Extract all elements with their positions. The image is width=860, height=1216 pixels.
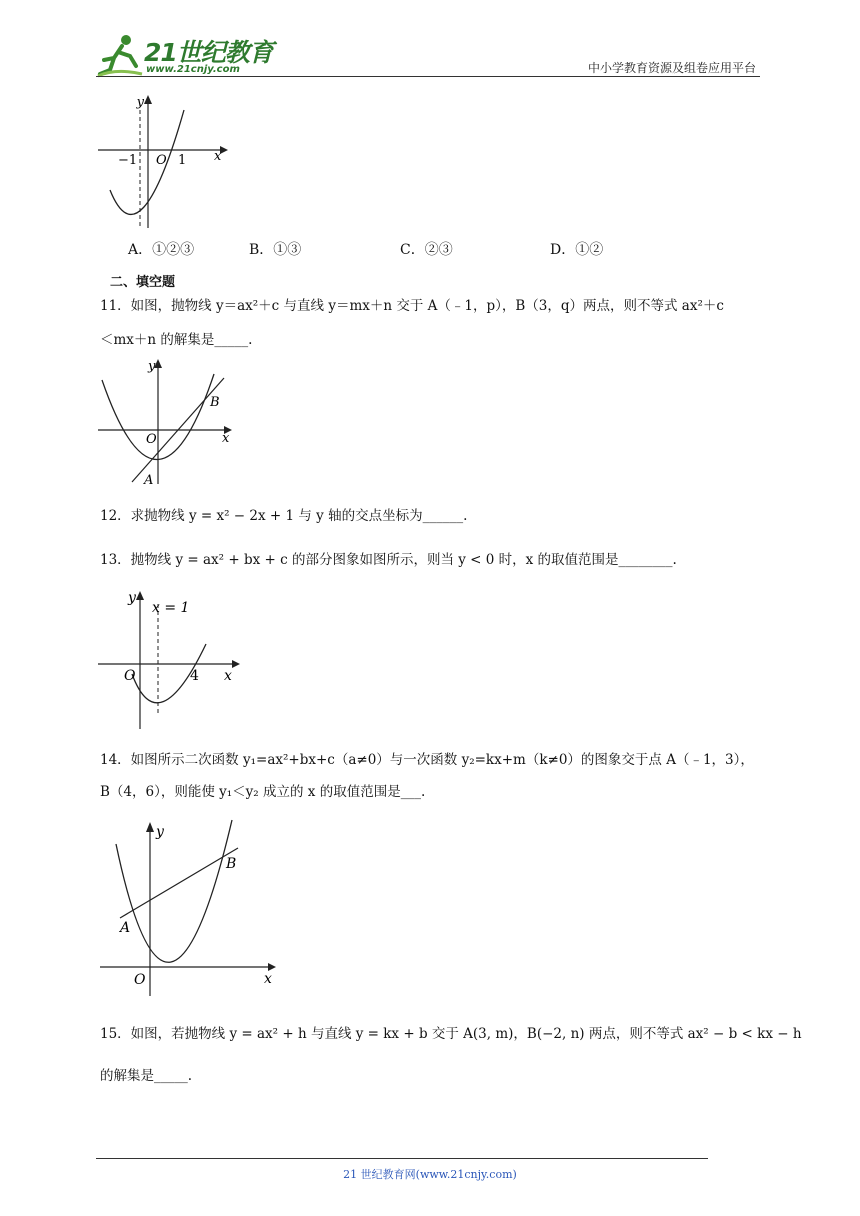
q14-line1: 14．如图所示二次函数 y₁=ax²+bx+c（a≠0）与一次函数 y₂=kx+m（k≠0）的图象交于点 A（﹣1，3），: [100, 752, 754, 768]
q11-origin-label: O: [146, 432, 157, 447]
option-key: A．: [128, 242, 153, 258]
q14-point-b-label: B: [226, 856, 237, 872]
footer-text[interactable]: 21 世纪教育网(www.21cnjy.com): [343, 1168, 517, 1181]
q13-y-label: y: [128, 590, 136, 606]
q10-neg1-label: −1: [118, 153, 138, 168]
logo-url: www.21cnjy.com: [146, 64, 240, 75]
option-text: ①③: [273, 242, 302, 258]
q10-y-label: y: [136, 95, 144, 110]
q14-line2: B（4，6），则能使 y₁＜y₂ 成立的 x 的取值范围是___.: [100, 784, 426, 800]
q14-x-label: x: [264, 971, 272, 987]
q13-four-label: 4: [190, 668, 199, 684]
q14-graph: [96, 814, 286, 996]
runner-logo-icon: [96, 30, 146, 78]
header-divider: [96, 76, 760, 77]
platform-name: 中小学教育资源及组卷应用平台: [587, 61, 756, 75]
q10-option-b[interactable]: [249, 240, 301, 260]
q13-graph: [96, 584, 246, 734]
option-key: B．: [249, 242, 274, 258]
q10-graph: [96, 90, 236, 230]
q14-point-a-label: A: [120, 920, 131, 936]
option-text: ①②: [575, 242, 604, 258]
q12-text: 12．求抛物线 y = x² − 2x + 1 与 y 轴的交点坐标为______.: [100, 508, 468, 524]
option-key: D．: [550, 242, 576, 258]
q11-line2: ＜mx＋n 的解集是_____.: [100, 332, 253, 348]
q11-x-label: x: [222, 431, 230, 446]
section-title: 二、填空题: [110, 275, 176, 290]
q10-origin-label: O: [156, 153, 167, 168]
q11-point-a-label: A: [144, 473, 154, 487]
q11-point-b-label: B: [210, 395, 220, 410]
q15-line1: 15．如图，若抛物线 y = ax² + h 与直线 y = kx + b 交于 A(3, m)，B(−2, n) 两点，则不等式 ax² − b < kx − h: [100, 1026, 802, 1042]
q14-y-label: y: [156, 824, 164, 840]
q11-line1: 11．如图，抛物线 y＝ax²＋c 与直线 y＝mx＋n 交于 A（﹣1，p），B（3，q）两点，则不等式 ax²＋c: [100, 298, 724, 314]
logo-text: 21世纪教育: [144, 38, 273, 67]
footer-divider: [96, 1158, 708, 1159]
q11-y-label: y: [148, 359, 156, 374]
q11-graph: [96, 352, 246, 487]
q13-origin-label: O: [124, 668, 136, 684]
q10-option-d[interactable]: [550, 240, 603, 260]
q13-x-label: x: [224, 668, 232, 684]
q10-x-label: x: [214, 149, 222, 164]
q14-origin-label: O: [134, 972, 146, 988]
q10-one-label: 1: [178, 153, 187, 168]
q10-option-c[interactable]: [400, 240, 453, 260]
q15-line2: 的解集是_____.: [100, 1068, 193, 1084]
q13-axis-label: x = 1: [152, 600, 190, 616]
option-text: ①②③: [152, 242, 195, 258]
q13-text: 13．抛物线 y = ax² + bx + c 的部分图象如图所示，则当 y < 0 时，x 的取值范围是________.: [100, 552, 677, 568]
q10-option-a[interactable]: [128, 240, 194, 260]
option-key: C．: [400, 242, 425, 258]
option-text: ②③: [424, 242, 453, 258]
